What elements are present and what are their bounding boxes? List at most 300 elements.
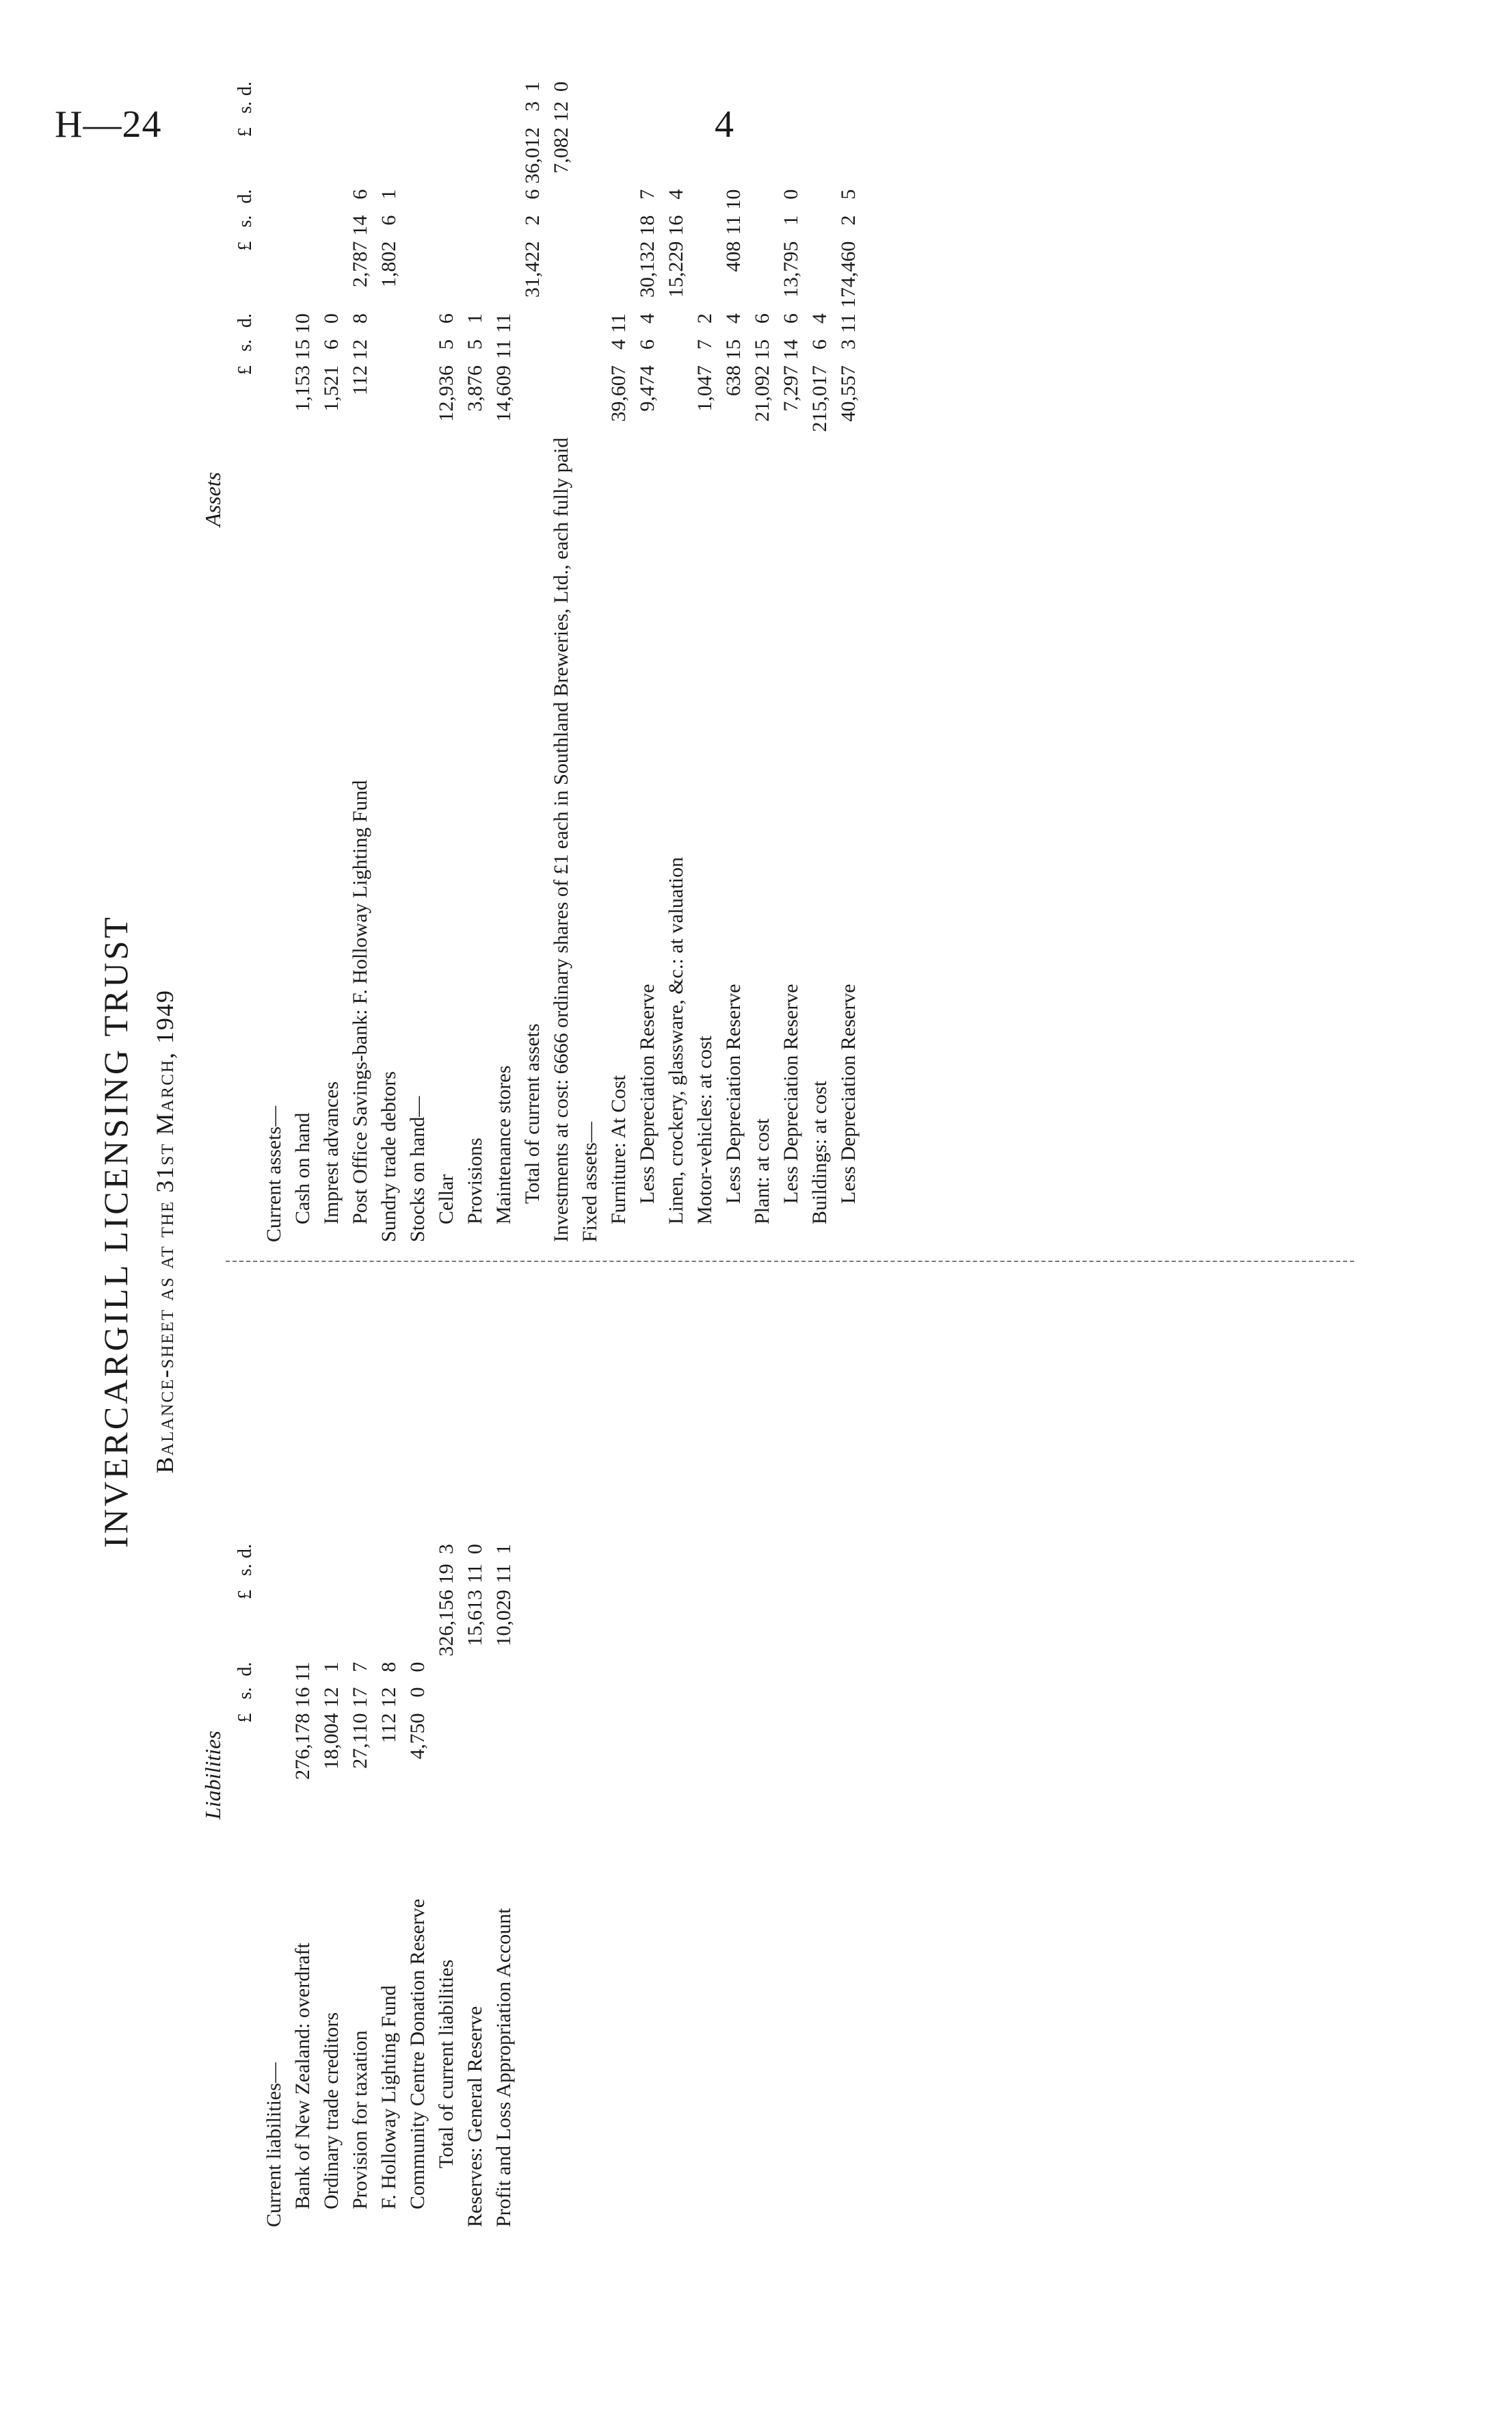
asset-amount	[547, 213, 576, 239]
column-header: s.	[235, 215, 256, 228]
asset-amount: 6	[320, 339, 343, 350]
asset-amount	[547, 337, 576, 363]
asset-amount	[403, 187, 432, 213]
asset-row-label: Cellar	[435, 1174, 457, 1224]
asset-row	[834, 79, 863, 1245]
asset-amount	[375, 311, 403, 337]
asset-row	[719, 79, 748, 1245]
asset-amount: 174,460	[837, 241, 860, 308]
asset-amount	[748, 98, 777, 124]
asset-amount	[432, 187, 461, 213]
asset-amount	[605, 124, 633, 187]
asset-row-label: Linen, crockery, glassware, &c.: at valuation	[665, 856, 687, 1224]
liability-row	[317, 1541, 346, 2230]
asset-amount: 5	[464, 339, 486, 350]
asset-amount: 408	[722, 241, 745, 272]
asset-amount: 15	[751, 339, 773, 360]
liability-amount: 12	[377, 1687, 400, 1708]
asset-amount: 31,422	[521, 241, 544, 298]
asset-amount: 40,557	[837, 365, 860, 422]
liability-amount: 3	[435, 1544, 457, 1555]
liability-amount	[432, 1711, 461, 1783]
asset-row	[662, 79, 691, 1245]
asset-amount	[346, 124, 375, 187]
liability-amount	[346, 1587, 375, 1659]
asset-amount: 5	[435, 339, 457, 350]
asset-amount	[432, 79, 461, 98]
asset-row-label: Imprest advances	[320, 1081, 343, 1224]
asset-amount	[403, 213, 432, 239]
liability-row-label: Community Centre Donation Reserve	[406, 1898, 429, 2209]
asset-row	[518, 79, 547, 1245]
asset-amount	[432, 98, 461, 124]
asset-amount: 0	[780, 189, 802, 200]
liability-amount: 0	[406, 1661, 429, 1672]
asset-amount	[576, 337, 605, 363]
asset-amount	[691, 98, 719, 124]
liability-amount: 1	[492, 1544, 515, 1555]
asset-amount	[547, 187, 576, 213]
asset-amount: 14	[780, 339, 802, 360]
asset-row-label: Maintenance stores	[492, 1065, 515, 1224]
asset-row	[403, 79, 432, 1245]
asset-row-label: Post Office Savings-bank: F. Holloway Lighting Fund	[349, 780, 371, 1224]
asset-amount	[719, 79, 748, 98]
asset-row-label: Stocks on hand—	[406, 1096, 429, 1242]
asset-amount: 14,609	[492, 365, 515, 422]
asset-amount: 6	[636, 339, 659, 350]
asset-amount	[403, 98, 432, 124]
asset-amount	[289, 98, 317, 124]
asset-amount: 11	[492, 339, 515, 360]
liability-amount: 112	[377, 1713, 400, 1744]
asset-amount: 0	[550, 81, 572, 92]
liability-amount: 1	[320, 1661, 343, 1672]
asset-amount	[691, 124, 719, 187]
asset-row-label: Total of current assets	[521, 1023, 544, 1204]
liability-amount: 10,029	[492, 1590, 515, 1646]
liability-row-label: Total of current liabilities	[435, 1959, 457, 2168]
asset-amount: 16	[665, 215, 687, 236]
asset-amount	[260, 187, 289, 213]
asset-amount: 30,132	[636, 241, 659, 298]
asset-row	[432, 79, 461, 1245]
asset-amount	[777, 98, 806, 124]
liability-row	[260, 1541, 289, 2230]
asset-amount: 6	[780, 313, 802, 324]
asset-amount	[260, 124, 289, 187]
liability-row	[375, 1541, 403, 2230]
liability-row	[289, 1541, 317, 2230]
liability-amount	[317, 1587, 346, 1659]
asset-amount	[490, 213, 518, 239]
column-header: d.	[235, 81, 256, 96]
asset-row	[490, 79, 518, 1245]
asset-amount	[260, 79, 289, 98]
asset-amount: 4	[607, 339, 630, 350]
liability-row	[346, 1541, 375, 2230]
asset-amount: 6	[349, 189, 371, 200]
page-number: 4	[715, 103, 734, 146]
asset-amount	[691, 213, 719, 239]
asset-row	[777, 79, 806, 1245]
asset-amount	[576, 239, 605, 311]
asset-amount: 112	[349, 365, 371, 396]
asset-amount: 1,153	[291, 365, 314, 412]
asset-amount	[748, 124, 777, 187]
column-header: s.	[235, 101, 256, 114]
asset-row	[289, 79, 317, 1245]
asset-amount	[317, 79, 346, 98]
asset-amount: 18	[636, 215, 659, 236]
asset-amount: 6	[521, 189, 544, 200]
asset-amount: 12,936	[435, 365, 457, 422]
asset-amount	[662, 124, 691, 187]
asset-amount: 11	[837, 313, 860, 334]
asset-amount	[806, 187, 834, 213]
asset-amount	[576, 98, 605, 124]
asset-amount: 7,082	[550, 127, 572, 174]
asset-amount	[346, 98, 375, 124]
asset-amount	[576, 311, 605, 337]
asset-amount: 13,795	[780, 241, 802, 298]
asset-amount	[289, 79, 317, 98]
page-reference: H—24	[55, 103, 162, 146]
asset-amount	[691, 239, 719, 311]
liabilities-section	[198, 1279, 518, 2230]
asset-amount	[806, 98, 834, 124]
asset-amount	[490, 187, 518, 213]
liability-amount	[461, 1659, 490, 1685]
asset-amount	[375, 124, 403, 187]
asset-amount	[834, 124, 863, 187]
liabilities-column-headers	[231, 1541, 260, 2230]
asset-amount: 4	[722, 313, 745, 324]
asset-row-label: Sundry trade debtors	[377, 1071, 400, 1242]
liability-amount: 276,178	[291, 1713, 314, 1780]
asset-amount: 2	[521, 215, 544, 226]
asset-amount: 11	[607, 313, 630, 334]
column-header: d.	[235, 1661, 256, 1677]
asset-row-label: Less Depreciation Reserve	[837, 984, 860, 1204]
asset-row-label: Less Depreciation Reserve	[636, 984, 659, 1204]
asset-amount: 6	[377, 215, 400, 226]
asset-amount	[317, 187, 346, 213]
asset-amount	[547, 239, 576, 311]
liability-amount	[260, 1541, 289, 1561]
asset-amount: 4	[636, 313, 659, 324]
column-header: d.	[235, 1544, 256, 1559]
asset-row-label: Motor-vehicles: at cost	[693, 1036, 716, 1224]
asset-amount: 1	[521, 81, 544, 92]
asset-amount	[605, 79, 633, 98]
asset-amount	[605, 98, 633, 124]
liability-amount	[260, 1659, 289, 1685]
asset-amount: 7	[693, 339, 716, 350]
asset-row	[748, 79, 777, 1245]
asset-row-label: Provisions	[464, 1138, 486, 1224]
asset-amount: 2	[837, 215, 860, 226]
liability-row-label: F. Holloway Lighting Fund	[377, 1985, 400, 2209]
liability-amount	[260, 1685, 289, 1711]
asset-amount	[777, 124, 806, 187]
asset-amount	[260, 311, 289, 337]
liability-amount: 12	[320, 1687, 343, 1708]
asset-amount	[547, 311, 576, 337]
liability-row-label: Bank of New Zealand: overdraft	[291, 1943, 314, 2209]
column-header: £	[235, 241, 256, 251]
asset-amount	[605, 213, 633, 239]
liability-amount: 0	[464, 1544, 486, 1555]
liability-amount: 11	[464, 1564, 486, 1583]
asset-amount	[605, 187, 633, 213]
asset-amount	[317, 124, 346, 187]
asset-amount	[490, 239, 518, 311]
liability-amount: 4,750	[406, 1713, 429, 1759]
liability-amount	[346, 1541, 375, 1561]
liability-amount: 0	[406, 1687, 429, 1698]
asset-amount	[518, 311, 547, 337]
column-header: £	[235, 1713, 256, 1723]
asset-row	[633, 79, 662, 1245]
asset-amount	[605, 239, 633, 311]
asset-amount: 11	[722, 215, 745, 235]
asset-amount: 2,787	[349, 241, 371, 288]
liability-amount	[375, 1587, 403, 1659]
column-header: s.	[235, 339, 256, 352]
asset-amount: 6	[751, 313, 773, 324]
asset-amount	[461, 98, 490, 124]
asset-amount: 15	[291, 339, 314, 360]
liability-row	[490, 1541, 518, 2230]
liability-amount: 17	[349, 1687, 371, 1708]
liability-row-label: Ordinary trade creditors	[320, 2012, 343, 2209]
asset-amount	[432, 239, 461, 311]
asset-amount: 5	[837, 189, 860, 200]
liability-amount	[260, 1561, 289, 1587]
liability-row-label: Provision for taxation	[349, 2030, 371, 2209]
asset-amount: 9,474	[636, 365, 659, 412]
asset-amount: 4	[665, 189, 687, 200]
asset-amount: 39,607	[607, 365, 630, 422]
asset-amount	[403, 124, 432, 187]
liability-amount	[260, 1587, 289, 1659]
asset-amount	[260, 363, 289, 435]
liability-row	[403, 1541, 432, 2230]
asset-row-label: Less Depreciation Reserve	[780, 984, 802, 1204]
liability-amount	[461, 1685, 490, 1711]
asset-amount	[461, 187, 490, 213]
asset-amount	[375, 79, 403, 98]
asset-amount: 0	[320, 313, 343, 324]
liability-amount	[461, 1711, 490, 1783]
asset-amount	[633, 79, 662, 98]
liability-amount	[289, 1561, 317, 1587]
asset-amount	[375, 98, 403, 124]
asset-amount: 15,229	[665, 241, 687, 298]
liability-amount: 19	[435, 1564, 457, 1585]
asset-amount	[518, 363, 547, 435]
asset-amount	[490, 79, 518, 98]
column-header: s.	[235, 1564, 256, 1577]
asset-amount	[806, 79, 834, 98]
asset-amount	[403, 363, 432, 435]
column-header: d.	[235, 313, 256, 328]
asset-amount	[289, 187, 317, 213]
asset-amount: 8	[349, 313, 371, 324]
liability-amount	[317, 1561, 346, 1587]
asset-amount	[289, 239, 317, 311]
asset-amount	[662, 337, 691, 363]
asset-amount	[834, 98, 863, 124]
asset-row	[317, 79, 346, 1245]
asset-amount: 4	[808, 313, 831, 324]
asset-row-label: Furniture: At Cost	[607, 1075, 630, 1224]
asset-row	[260, 79, 289, 1245]
column-header: d.	[235, 189, 256, 204]
asset-amount: 3	[837, 339, 860, 350]
liability-amount	[289, 1587, 317, 1659]
liability-amount: 8	[377, 1661, 400, 1672]
asset-amount	[691, 79, 719, 98]
asset-amount	[633, 124, 662, 187]
liability-amount	[403, 1587, 432, 1659]
liability-amount	[432, 1659, 461, 1685]
asset-amount	[403, 337, 432, 363]
asset-amount	[490, 98, 518, 124]
column-header	[231, 1783, 260, 2230]
liability-amount	[346, 1561, 375, 1587]
liability-amount	[403, 1561, 432, 1587]
asset-amount: 12	[349, 339, 371, 360]
asset-amount	[662, 311, 691, 337]
asset-amount: 1,802	[377, 241, 400, 288]
document-subtitle: Balance-sheet as at the 31st March, 1949	[151, 989, 178, 1473]
asset-amount	[289, 124, 317, 187]
asset-amount: 215,017	[808, 365, 831, 432]
asset-amount	[633, 98, 662, 124]
asset-amount: 21,092	[751, 365, 773, 422]
asset-row-label: Cash on hand	[291, 1112, 314, 1224]
asset-row	[691, 79, 719, 1245]
liability-amount	[375, 1561, 403, 1587]
asset-amount	[748, 213, 777, 239]
asset-amount	[317, 239, 346, 311]
asset-row-label: Less Depreciation Reserve	[722, 984, 745, 1204]
asset-amount	[806, 124, 834, 187]
asset-amount	[461, 79, 490, 98]
asset-amount: 10	[291, 313, 314, 334]
asset-amount: 1	[377, 189, 400, 200]
asset-amount	[777, 79, 806, 98]
asset-amount: 12	[550, 101, 572, 122]
asset-amount	[547, 363, 576, 435]
asset-amount	[576, 213, 605, 239]
liability-row-label: Reserves: General Reserve	[464, 2006, 486, 2227]
liabilities-heading: Liabilities	[200, 1731, 225, 1819]
asset-amount: 7,297	[780, 365, 802, 412]
asset-amount: 1	[780, 215, 802, 226]
asset-amount: 2	[693, 313, 716, 324]
asset-amount	[748, 79, 777, 98]
liability-amount: 11	[291, 1661, 314, 1682]
asset-amount	[748, 187, 777, 213]
liability-amount	[403, 1541, 432, 1561]
asset-row-label: Current assets—	[263, 1105, 285, 1242]
asset-amount	[260, 239, 289, 311]
asset-amount	[490, 124, 518, 187]
liability-row-label: Current liabilities—	[263, 2062, 285, 2227]
asset-amount: 11	[492, 313, 515, 334]
liability-amount: 15,613	[464, 1590, 486, 1646]
asset-amount	[375, 337, 403, 363]
asset-amount	[806, 239, 834, 311]
asset-amount: 6	[808, 339, 831, 350]
asset-amount	[260, 98, 289, 124]
asset-amount	[518, 337, 547, 363]
asset-amount	[662, 79, 691, 98]
column-header: £	[235, 1590, 256, 1600]
asset-amount: 1,521	[320, 365, 343, 412]
asset-amount	[317, 98, 346, 124]
assets-column-headers	[231, 79, 260, 1245]
asset-amount: 1	[464, 313, 486, 324]
liability-amount	[490, 1685, 518, 1711]
asset-row	[547, 79, 576, 1245]
asset-amount	[576, 79, 605, 98]
asset-amount	[691, 187, 719, 213]
asset-row-label: Plant: at cost	[751, 1118, 773, 1224]
liability-amount: 18,004	[320, 1713, 343, 1770]
asset-amount	[432, 124, 461, 187]
assets-table	[231, 79, 863, 1245]
asset-amount	[346, 79, 375, 98]
asset-amount	[806, 213, 834, 239]
asset-row	[346, 79, 375, 1245]
column-divider	[226, 1261, 1354, 1262]
asset-amount	[461, 124, 490, 187]
asset-amount	[461, 239, 490, 311]
asset-amount	[719, 98, 748, 124]
asset-amount	[748, 239, 777, 311]
column-header	[231, 435, 260, 1245]
liability-amount: 16	[291, 1687, 314, 1708]
asset-row-label: Buildings: at cost	[808, 1081, 831, 1224]
liabilities-table	[231, 1541, 518, 2230]
asset-row	[375, 79, 403, 1245]
asset-amount: 3	[521, 101, 544, 112]
asset-amount: 6	[435, 313, 457, 324]
liability-row	[461, 1541, 490, 2230]
asset-amount	[576, 363, 605, 435]
liability-amount	[375, 1541, 403, 1561]
asset-amount: 36,012	[521, 127, 544, 184]
assets-section	[198, 81, 863, 1245]
liability-amount: 326,156	[435, 1590, 457, 1657]
asset-amount: 1,047	[693, 365, 716, 412]
liability-amount	[432, 1685, 461, 1711]
liability-amount	[490, 1711, 518, 1783]
asset-amount	[662, 98, 691, 124]
liability-amount: 27,110	[349, 1713, 371, 1769]
liability-amount: 11	[492, 1564, 515, 1583]
asset-amount: 14	[349, 215, 371, 236]
liability-row	[432, 1541, 461, 2230]
asset-row-label: Fixed assets—	[579, 1122, 601, 1242]
asset-amount	[719, 124, 748, 187]
asset-amount	[317, 213, 346, 239]
asset-amount: 638	[722, 365, 745, 397]
